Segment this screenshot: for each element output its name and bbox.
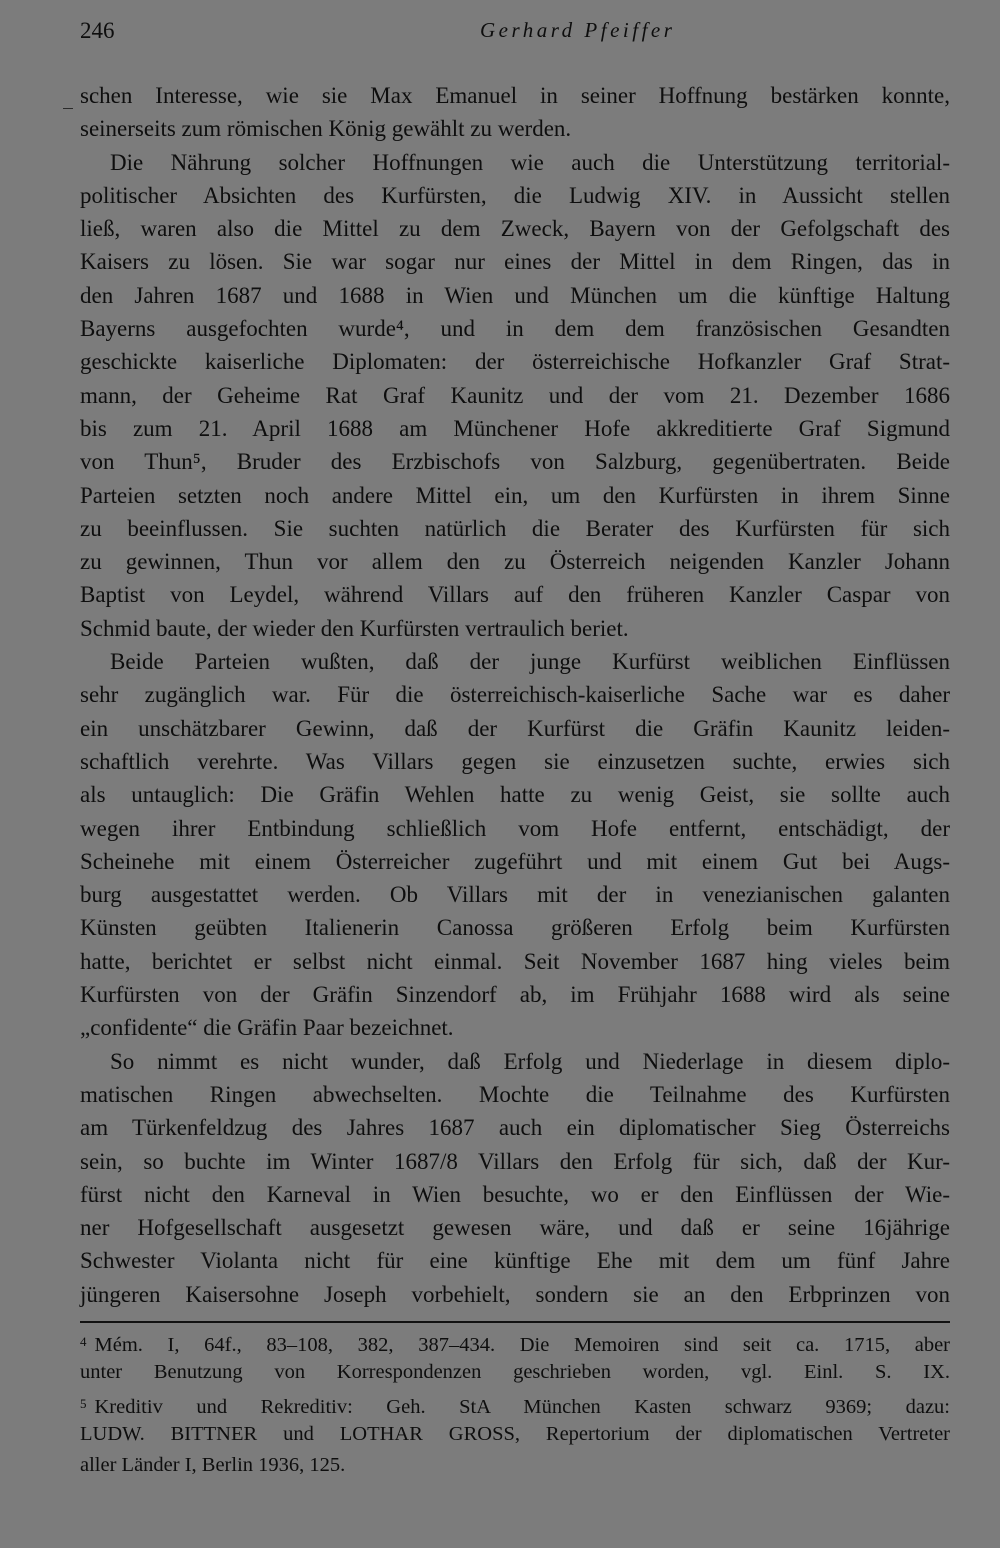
page-number: 246	[80, 18, 115, 43]
footnote-text: Kreditiv und Rekreditiv: Geh. StA München Kasten schwarz 9369; dazu:	[94, 1396, 950, 1418]
footnote-line: unter Benutzung von Korrespondenzen geschrieben worden, vgl. Einl. S. IX.	[80, 1361, 950, 1383]
text-line: „confidente“ die Gräfin Paar bezeichnet.	[80, 1015, 454, 1041]
text-line: schaftlich verehrte. Was Villars gegen sie einzusetzen suchte, erwies sich	[80, 748, 950, 774]
text-line: politischer Absichten des Kurfürsten, die Ludwig XIV. in Aussicht stellen	[80, 182, 950, 208]
text-line: Baptist von Leydel, während Villars auf den früheren Kanzler Caspar von	[80, 582, 950, 608]
footnote-text: Mém. I, 64f., 83–108, 382, 387–434. Die Memoiren sind seit ca. 1715, aber	[94, 1334, 950, 1356]
text-line: am Türkenfeldzug des Jahres 1687 auch ein diplomatischer Sieg Österreichs	[80, 1115, 950, 1141]
text-line: seinerseits zum römischen König gewählt zu werden.	[80, 116, 572, 142]
text-line: Beide Parteien wußten, daß der junge Kurfürst weiblichen Einflüssen	[110, 649, 950, 675]
body-text	[80, 79, 950, 1311]
text-line: als untauglich: Die Gräfin Wehlen hatte zu wenig Geist, sie sollte auch	[80, 782, 950, 808]
text-line: geschickte kaiserliche Diplomaten: der österreichische Hofkanzler Graf Strat-	[80, 349, 950, 375]
text-line: hatte, berichtet er selbst nicht einmal. Seit November 1687 hing vieles beim	[80, 948, 950, 974]
text-line: ließ, waren also die Mittel zu dem Zweck, Bayern von der Gefolgschaft des	[80, 216, 950, 242]
text-line: Künsten geübten Italienerin Canossa größeren Erfolg beim Kurfürsten	[80, 915, 950, 941]
running-head: Gerhard Pfeiffer	[480, 18, 676, 42]
text-line: zu beeinflussen. Sie suchten natürlich die Berater des Kurfürsten für sich	[80, 515, 950, 541]
text-line: sein, so buchte im Winter 1687/8 Villars den Erfolg für sich, daß der Kur-	[80, 1148, 950, 1174]
text-line: zu gewinnen, Thun vor allem den zu Österreich neigenden Kanzler Johann	[80, 549, 950, 575]
footnotes	[80, 1326, 950, 1481]
text-line: Schmid baute, der wieder den Kurfürsten vertraulich beriet.	[80, 615, 629, 641]
text-line: schen Interesse, wie sie Max Emanuel in seiner Hoffnung bestärken konnte,	[80, 83, 950, 108]
text-line: fürst nicht den Karneval in Wien besuchte, wo er den Einflüssen der Wie-	[80, 1181, 950, 1207]
text-line: jüngeren Kaisersohne Joseph vorbehielt, sondern sie an den Erbprinzen von	[80, 1281, 950, 1307]
page-header	[80, 18, 950, 50]
text-line: ein unschätzbarer Gewinn, daß der Kurfürst die Gräfin Kaunitz leiden-	[80, 715, 950, 741]
text-line: Scheinehe mit einem Österreicher zugeführt und mit einem Gut bei Augs-	[80, 848, 950, 874]
text-line: So nimmt es nicht wunder, daß Erfolg und Niederlage in diesem diplo-	[110, 1048, 950, 1074]
text-line: mann, der Geheime Rat Graf Kaunitz und der vom 21. Dezember 1686	[80, 382, 950, 408]
text-line: von Thun⁵, Bruder des Erzbischofs von Salzburg, gegenübertraten. Beide	[80, 449, 950, 475]
text-line: wegen ihrer Entbindung schließlich vom Hofe entfernt, entschädigt, der	[80, 815, 950, 841]
footnote-number: 5	[80, 1396, 87, 1411]
footnote-number: 4	[80, 1334, 87, 1349]
text-line: ner Hofgesellschaft ausgesetzt gewesen wäre, und daß er seine 16jährige	[80, 1215, 950, 1241]
text-line: Die Nährung solcher Hoffnungen wie auch die Unterstützung territorial-	[110, 149, 950, 175]
footnote-5-line	[80, 1388, 950, 1419]
text-line: Bayerns ausgefochten wurde⁴, und in dem dem französischen Gesandten	[80, 316, 950, 342]
footnote-line: aller Länder I, Berlin 1936, 125.	[80, 1454, 346, 1476]
text-line: den Jahren 1687 und 1688 in Wien und München um die künftige Haltung	[80, 282, 950, 308]
text-line: Kaisers zu lösen. Sie war sogar nur eines der Mittel in dem Ringen, das in	[80, 249, 950, 275]
footnote-4-line	[80, 1326, 950, 1357]
footnote-rule	[80, 1321, 950, 1323]
text-line: matischen Ringen abwechselten. Mochte die Teilnahme des Kurfürsten	[80, 1081, 950, 1107]
text-line: sehr zugänglich war. Für die österreichisch-kaiserliche Sache war es daher	[80, 682, 950, 708]
footnote-line: LUDW. BITTNER und LOTHAR GROSS, Repertorium der diplomatischen Vertreter	[80, 1423, 950, 1445]
margin-mark	[63, 108, 73, 109]
text-line: Parteien setzten noch andere Mittel ein, um den Kurfürsten in ihrem Sinne	[80, 482, 950, 508]
text-line: burg ausgestattet werden. Ob Villars mit der in venezianischen galanten	[80, 882, 950, 908]
text-line: bis zum 21. April 1688 am Münchener Hofe akkreditierte Graf Sigmund	[80, 415, 950, 441]
text-line: Schwester Violanta nicht für eine künftige Ehe mit dem um fünf Jahre	[80, 1248, 950, 1274]
text-line: Kurfürsten von der Gräfin Sinzendorf ab, im Frühjahr 1688 wird als seine	[80, 982, 950, 1008]
